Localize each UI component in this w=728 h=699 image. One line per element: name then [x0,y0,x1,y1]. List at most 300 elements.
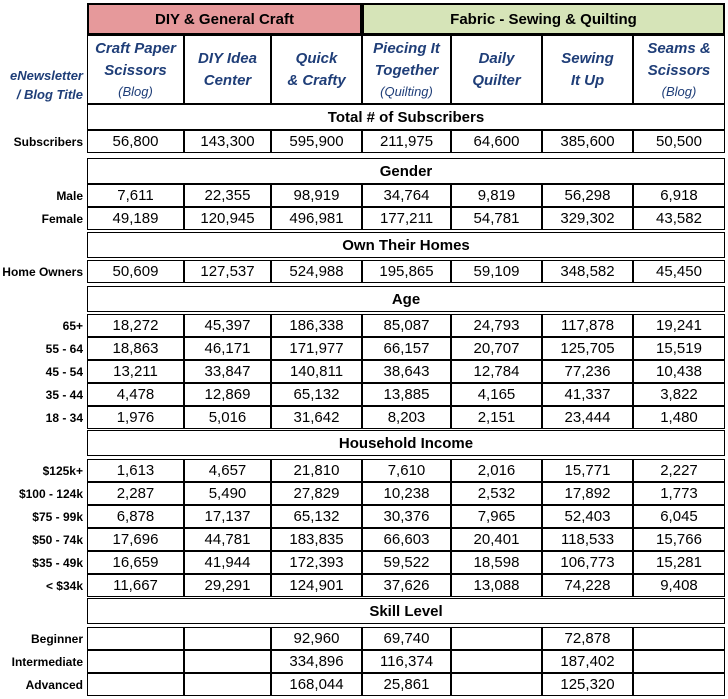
data-cell-value: 29,291 [204,577,251,594]
data-cell-value: 11,667 [113,577,158,594]
data-cell-value: 41,337 [564,386,611,403]
data-cell-value: 85,087 [383,317,430,334]
data-cell-value: 31,642 [293,409,340,426]
row-label [0,574,87,597]
data-cell [271,337,362,360]
data-cell [451,482,542,505]
data-cell [362,673,451,696]
row-label [0,650,87,673]
data-cell [87,627,184,650]
row-label [0,528,87,551]
data-cell [362,627,451,650]
data-cell [87,406,184,429]
data-cell [362,130,451,153]
section-title [87,598,725,624]
data-cell-value: 21,810 [293,462,340,479]
row-label [0,360,87,383]
data-cell [633,260,725,283]
data-cell [542,406,633,429]
data-cell-value: 2,151 [477,409,516,426]
data-cell [451,207,542,230]
data-cell-value: 7,611 [117,187,154,204]
row-label-text: 65+ [62,318,83,333]
column-header [362,35,451,104]
data-cell-value: 45,450 [656,263,702,280]
data-cell-value: 66,157 [383,340,430,357]
data-cell-value: 18,598 [473,554,520,571]
data-cell-value: 27,829 [293,485,340,502]
data-cell-value: 125,705 [560,340,615,357]
data-cell [271,650,362,673]
data-cell-value: 334,896 [289,653,344,670]
data-cell [184,528,271,551]
data-cell-value: 183,835 [289,531,344,548]
data-cell-value: 9,819 [477,187,516,204]
data-cell-value: 45,397 [204,317,251,334]
data-cell-value: 52,403 [564,508,611,525]
data-cell [633,528,725,551]
data-cell-value: 18,272 [112,317,159,334]
section-title-label: Gender [379,162,433,180]
data-cell-value: 12,869 [204,386,251,403]
data-cell [271,528,362,551]
data-cell [451,130,542,153]
data-cell-value: 49,189 [112,210,159,227]
data-cell [87,551,184,574]
data-cell-value: 20,401 [473,531,520,548]
data-cell [542,314,633,337]
data-cell [184,314,271,337]
title-column-label [0,35,87,104]
data-cell [542,574,633,597]
data-cell-value: 9,408 [660,577,698,594]
data-cell [362,459,451,482]
data-cell [451,360,542,383]
data-cell-value: 65,132 [293,508,340,525]
data-cell-value: 72,878 [564,630,611,647]
data-cell [362,406,451,429]
data-cell-value: 44,781 [204,531,251,548]
data-cell [633,207,725,230]
data-cell [633,627,725,650]
data-cell [633,459,725,482]
column-header-line: Together [374,61,439,79]
data-cell-value: 50,609 [112,263,159,280]
data-cell-value: 171,977 [289,340,344,357]
data-cell [542,459,633,482]
data-cell [633,337,725,360]
data-cell-value: 13,885 [383,386,430,403]
row-label-text: $125k+ [42,463,83,478]
section-title [87,104,725,130]
data-cell [362,505,451,528]
data-cell [184,551,271,574]
row-label [0,383,87,406]
data-cell-value: 5,016 [208,409,247,426]
row-label [0,337,87,360]
data-cell [184,260,271,283]
row-label [0,627,87,650]
data-cell-value: 118,533 [560,531,615,548]
data-cell [271,383,362,406]
data-cell [542,337,633,360]
section-title [87,232,725,258]
data-cell [451,551,542,574]
data-cell [633,130,725,153]
data-cell-value: 66,603 [383,531,430,548]
data-cell [87,650,184,673]
data-cell [362,360,451,383]
data-cell [184,406,271,429]
data-cell [451,673,542,696]
column-header-line: DIY Idea [198,49,257,67]
row-label [0,482,87,505]
group-header-diy-label: DIY & General Craft [155,10,294,28]
row-label [0,551,87,574]
column-header [542,35,633,104]
data-cell-value: 187,402 [560,653,615,670]
column-header-line: Scissors [647,61,711,79]
data-cell-value: 41,944 [204,554,251,571]
data-cell-value: 3,822 [660,386,698,403]
section-title-label: Own Their Homes [342,236,470,254]
data-cell-value: 43,582 [656,210,702,227]
data-cell [542,260,633,283]
data-cell [87,184,184,207]
row-label [0,459,87,482]
data-cell [542,207,633,230]
column-header-line: Daily [478,49,515,67]
section-title [87,430,725,456]
data-cell-value: 6,878 [116,508,155,525]
data-cell-value: 46,171 [204,340,251,357]
data-cell-value: 385,600 [560,133,615,150]
section-title-label: Skill Level [369,602,443,620]
row-label-text: Male [56,188,83,203]
data-cell-value: 24,793 [473,317,520,334]
data-cell-value: 17,892 [564,485,611,502]
data-cell-value: 59,109 [473,263,520,280]
data-cell [184,383,271,406]
data-cell-value: 56,298 [564,187,611,204]
data-cell-value: 25,861 [383,676,430,693]
data-cell-value: 496,981 [289,210,344,227]
data-cell [271,184,362,207]
data-cell-value: 13,211 [113,363,158,380]
data-cell-value: 143,300 [200,133,255,150]
title-label-line: eNewsletter [10,68,83,83]
data-cell [362,528,451,551]
row-label [0,207,87,230]
data-cell [451,459,542,482]
data-cell [87,505,184,528]
data-cell-value: 15,766 [656,531,702,548]
data-cell [451,650,542,673]
data-cell-value: 1,976 [116,409,155,426]
data-cell-value: 19,241 [656,317,702,334]
data-cell [542,383,633,406]
data-cell [633,406,725,429]
column-header-line: Craft Paper [95,39,176,57]
data-cell [362,383,451,406]
data-cell [87,482,184,505]
data-cell [451,406,542,429]
data-cell [633,505,725,528]
data-cell-value: 2,287 [116,485,155,502]
row-label [0,184,87,207]
data-cell [87,673,184,696]
data-cell [271,673,362,696]
data-cell [451,383,542,406]
data-cell-value: 524,988 [289,263,344,280]
data-cell-value: 15,519 [656,340,702,357]
column-header [271,35,362,104]
data-cell-value: 65,132 [293,386,340,403]
column-header-sub: (Quilting) [380,83,433,99]
data-cell [633,574,725,597]
data-cell [542,360,633,383]
row-label-text: $100 - 124k [18,486,83,501]
data-cell-value: 64,600 [473,133,520,150]
data-cell-value: 98,919 [293,187,340,204]
row-label-text: Advanced [25,677,83,692]
data-cell [184,574,271,597]
data-cell-value: 168,044 [289,676,344,693]
data-cell-value: 17,137 [204,508,251,525]
data-cell-value: 92,960 [293,630,340,647]
data-cell [451,574,542,597]
row-label [0,130,87,153]
data-cell-value: 17,696 [112,531,159,548]
data-cell [362,650,451,673]
row-label-text: Subscribers [13,134,83,149]
data-cell [362,260,451,283]
data-cell [633,551,725,574]
column-header-sub: (Blog) [118,83,153,99]
data-cell [87,574,184,597]
data-cell [542,627,633,650]
group-header-diy [87,3,362,35]
data-cell [633,314,725,337]
data-cell-value: 10,238 [383,485,430,502]
data-cell-value: 15,281 [656,554,702,571]
data-cell-value: 177,211 [379,210,434,227]
column-header [87,35,184,104]
data-cell-value: 125,320 [560,676,615,693]
column-header-line: Scissors [104,61,167,79]
row-label-text: $75 - 99k [32,509,83,524]
data-cell [87,383,184,406]
data-cell-value: 5,490 [208,485,247,502]
data-cell [362,207,451,230]
data-cell [271,551,362,574]
section-title-label: Total # of Subscribers [327,108,485,126]
column-header-line: Quick [295,49,338,67]
column-header-line: Piecing It [373,39,440,57]
title-label-line: / Blog Title [16,87,83,102]
row-label-text: Beginner [30,631,83,646]
data-cell [362,314,451,337]
data-cell [184,505,271,528]
section-title [87,158,725,184]
data-cell-value: 4,165 [477,386,516,403]
column-header [451,35,542,104]
data-cell [451,627,542,650]
data-cell [633,482,725,505]
data-cell-value: 4,657 [208,462,247,479]
data-cell [362,551,451,574]
data-cell [451,528,542,551]
data-cell [633,383,725,406]
data-cell [362,337,451,360]
data-cell-value: 7,610 [387,462,426,479]
data-cell-value: 1,480 [660,409,698,426]
data-cell-value: 15,771 [564,462,611,479]
data-cell-value: 54,781 [473,210,520,227]
data-cell [633,650,725,673]
data-cell-value: 59,522 [383,554,430,571]
data-cell-value: 13,088 [473,577,520,594]
data-cell [451,337,542,360]
data-cell [542,528,633,551]
data-cell-value: 7,965 [477,508,516,525]
data-cell [87,260,184,283]
data-cell-value: 38,643 [383,363,430,380]
row-label-text: 55 - 64 [45,341,83,356]
data-cell [271,360,362,383]
data-cell-value: 172,393 [289,554,344,571]
column-header-line: Seams & [647,39,711,57]
data-cell-value: 329,302 [560,210,615,227]
data-cell-value: 2,227 [660,462,698,479]
data-cell-value: 116,374 [379,653,434,670]
column-header-line: & Crafty [287,71,346,89]
group-header-fabric [362,3,725,35]
row-label-text: 18 - 34 [45,410,83,425]
data-cell [271,260,362,283]
column-header-sub: (Blog) [661,83,697,99]
row-label-text: Female [41,211,83,226]
data-cell-value: 16,659 [112,554,159,571]
data-cell-value: 195,865 [379,263,434,280]
data-cell [451,260,542,283]
data-cell [184,184,271,207]
data-cell-value: 37,626 [383,577,430,594]
data-cell [542,673,633,696]
data-cell [271,314,362,337]
data-cell [451,505,542,528]
column-header-line: Center [203,71,252,89]
row-label-text: < $34k [45,578,83,593]
data-cell [542,184,633,207]
data-cell [87,207,184,230]
data-cell [633,184,725,207]
data-cell [633,360,725,383]
data-cell [451,184,542,207]
row-label-text: Home Owners [2,264,83,279]
data-cell-value: 20,707 [473,340,520,357]
data-cell [184,482,271,505]
data-cell [184,337,271,360]
data-cell-value: 348,582 [560,263,615,280]
data-cell [184,673,271,696]
data-cell [87,360,184,383]
data-cell [271,574,362,597]
data-cell [271,505,362,528]
data-cell-value: 106,773 [560,554,615,571]
data-cell [271,130,362,153]
row-label [0,673,87,696]
data-cell [542,130,633,153]
data-cell-value: 127,537 [200,263,255,280]
section-title-label: Age [391,290,421,308]
data-cell-value: 1,613 [116,462,155,479]
data-cell-value: 2,016 [477,462,516,479]
data-cell [184,650,271,673]
row-label [0,314,87,337]
data-cell-value: 2,532 [477,485,516,502]
row-label-text: 45 - 54 [45,364,83,379]
data-cell [271,406,362,429]
data-cell-value: 56,800 [112,133,159,150]
data-cell [271,207,362,230]
data-cell-value: 595,900 [289,133,344,150]
data-cell [184,360,271,383]
data-cell [633,673,725,696]
data-cell-value: 8,203 [387,409,426,426]
data-cell-value: 6,045 [660,508,698,525]
data-cell-value: 23,444 [564,409,611,426]
data-cell [271,459,362,482]
column-header [633,35,725,104]
data-cell [184,207,271,230]
data-cell-value: 50,500 [656,133,702,150]
data-cell [184,130,271,153]
data-cell-value: 22,355 [204,187,251,204]
data-cell [362,482,451,505]
data-cell-value: 4,478 [116,386,155,403]
data-cell [271,627,362,650]
data-cell-value: 6,918 [660,187,698,204]
data-cell-value: 34,764 [383,187,430,204]
data-cell-value: 18,863 [112,340,159,357]
row-label-text: 35 - 44 [45,387,83,402]
data-cell [87,337,184,360]
data-cell [184,627,271,650]
row-label [0,260,87,283]
data-cell-value: 140,811 [289,363,344,380]
row-label-text: $35 - 49k [32,555,83,570]
data-cell-value: 33,847 [204,363,251,380]
data-cell-value: 12,784 [473,363,520,380]
data-cell [362,184,451,207]
data-cell [542,551,633,574]
column-header [184,35,271,104]
data-cell [87,528,184,551]
data-cell-value: 186,338 [289,317,344,334]
data-cell [184,459,271,482]
data-cell [451,314,542,337]
data-cell-value: 1,773 [660,485,698,502]
data-cell-value: 10,438 [656,363,702,380]
data-cell [87,130,184,153]
data-cell-value: 30,376 [383,508,430,525]
data-cell [87,459,184,482]
column-header-line: Sewing [561,49,614,67]
data-cell [542,505,633,528]
data-cell-value: 117,878 [560,317,615,334]
data-cell [362,574,451,597]
